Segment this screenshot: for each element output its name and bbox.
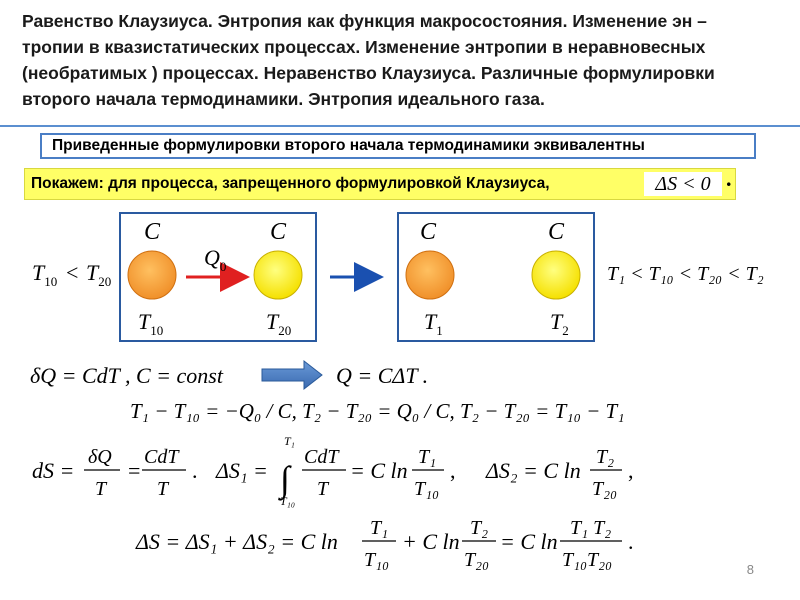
body1-final-circle	[406, 251, 454, 299]
body1-capacity-label: C	[144, 219, 161, 245]
eq3-dq: δQ	[88, 446, 112, 468]
hot-body-circle	[128, 251, 176, 299]
eq3-dot: .	[192, 458, 198, 483]
equation-heat: Q = CΔT .	[336, 363, 429, 388]
claim-box	[24, 168, 736, 200]
eq3-lower: T₁₀	[280, 494, 296, 508]
title-line-3: (необратимых ) процессах. Неравенство Клаузиуса. Различные формулировки	[22, 63, 715, 83]
body1-final-capacity-label: C	[420, 219, 437, 245]
page-number: 8	[746, 562, 754, 577]
eq4-lhs: ΔS = ΔS₁ + ΔS₂ = C ln	[136, 529, 338, 554]
t20-label: $T_{20}$	[266, 309, 292, 338]
eq4-n3: T₁ T₂	[570, 517, 612, 539]
statement-box: Приведенные формулировки второго начала термодинамики эквивалентны	[40, 133, 756, 159]
eq3-t10: T₁₀	[414, 478, 440, 500]
eq3-cdt: CdT	[144, 446, 179, 468]
eq3-cln: = C ln	[350, 458, 408, 483]
integral-sign: ∫	[280, 459, 290, 499]
t2-label: $T_2$	[550, 309, 569, 338]
eq3-t: T	[95, 478, 107, 500]
body2-capacity-label: C	[270, 219, 287, 245]
title-line-1: Равенство Клаузиуса. Энтропия как функция макросостояния. Изменение эн –	[22, 11, 707, 31]
claim-inequality: ΔS < 0	[644, 172, 722, 196]
eq4-n2: T₂	[470, 517, 489, 539]
cond-t20: $T_{20}$	[86, 260, 112, 289]
eq3-ds1: ΔS₁ =	[216, 458, 268, 483]
eq4-plus: + C ln	[402, 529, 460, 554]
eq3-upper: T₁	[284, 434, 295, 448]
eq3-ds: dS =	[32, 458, 75, 483]
implies-arrow	[262, 361, 322, 389]
equation-heat-capacity: δQ = CdT , C = const	[30, 363, 223, 388]
slide-title	[22, 8, 782, 112]
eq4-dot: .	[628, 529, 634, 554]
cold-body-circle	[254, 251, 302, 299]
right-temperature-condition: T₁ < T₁₀ < T₂₀ < T₂	[607, 263, 764, 285]
equation-total-entropy	[135, 517, 634, 571]
body2-final-capacity-label: C	[548, 219, 565, 245]
equation-temperature-changes: T₁ − T₁₀ = −Q₀ / C, T₂ − T₂₀ = Q₀ / C, T₂ − T₂₀ = T₁₀ − T₁	[130, 399, 625, 423]
t10-label: $T_{10}$	[138, 309, 164, 338]
heat-transfer-diagram	[0, 205, 800, 600]
left-temperature-condition	[32, 260, 111, 289]
eq3-comma: ,	[450, 458, 456, 483]
claim-text: Покажем: для процесса, запрещенного формулировкой Клаузиуса,	[31, 175, 550, 192]
claim-dot: .	[726, 166, 732, 191]
body2-final-circle	[532, 251, 580, 299]
cond-lt: <	[66, 260, 79, 285]
eq3-eq: =	[128, 458, 141, 483]
eq3-t1: T₁	[418, 446, 437, 468]
eq4-d2: T₂₀	[464, 549, 490, 571]
eq3-t20: T₂₀	[592, 478, 618, 500]
eq4-eq: = C ln	[500, 529, 558, 554]
equation-entropy-changes	[32, 434, 634, 508]
eq3-t2: T	[157, 478, 169, 500]
eq3-comma2: ,	[628, 458, 634, 483]
cond-t10: $T_{10}$	[32, 260, 58, 289]
eq3-t2n: T₂	[596, 446, 615, 468]
eq4-d3: T₁₀T₂₀	[562, 549, 613, 571]
eq3-cdt2: CdT	[304, 446, 339, 468]
title-divider	[0, 125, 800, 127]
t1-label: $T_1$	[424, 309, 443, 338]
heat-label: $Q_0$	[204, 245, 227, 274]
eq4-n1: T₁	[370, 517, 389, 539]
eq3-t3: T	[317, 478, 329, 500]
eq3-ds2: ΔS₂ = C ln	[486, 458, 581, 483]
title-line-4: второго начала термодинамики. Энтропия идеального газа.	[22, 89, 545, 109]
eq4-d1: T₁₀	[364, 549, 390, 571]
title-line-2: тропии в квазистатических процессах. Изменение энтропии в неравновесных	[22, 37, 706, 57]
